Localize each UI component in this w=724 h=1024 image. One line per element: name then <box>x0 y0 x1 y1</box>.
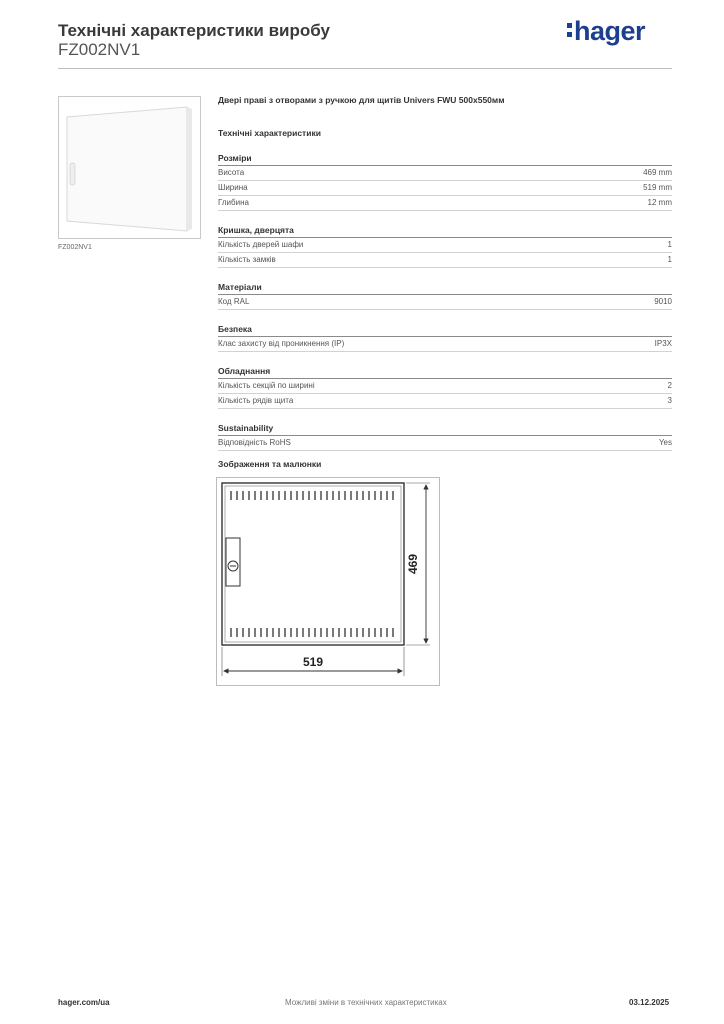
header-divider <box>58 68 672 69</box>
spec-value: 1 <box>667 255 672 264</box>
specs-heading: Технічні характеристики <box>218 128 321 138</box>
spec-row <box>218 253 672 268</box>
group-title: Sustainability <box>218 423 672 436</box>
group-title: Розміри <box>218 153 672 166</box>
spec-row <box>218 196 672 211</box>
spec-value: 519 mm <box>643 183 672 192</box>
spec-label: Кількість секцій по ширині <box>218 381 315 390</box>
spec-value: 469 mm <box>643 168 672 177</box>
group-title: Кришка, дверцята <box>218 225 672 238</box>
spec-value: 12 mm <box>647 198 672 207</box>
group-title: Матеріали <box>218 282 672 295</box>
spec-row <box>218 337 672 352</box>
spec-value: 3 <box>667 396 672 405</box>
spec-row <box>218 436 672 451</box>
spec-label: Код RAL <box>218 297 250 306</box>
spec-label: Висота <box>218 168 245 177</box>
spec-value: 2 <box>667 381 672 390</box>
spec-row <box>218 295 672 310</box>
hager-logo: hager <box>566 16 645 47</box>
product-code: FZ002NV1 <box>58 40 141 59</box>
group-title: Безпека <box>218 324 672 337</box>
spec-value: IP3X <box>654 339 672 348</box>
footer-website[interactable]: hager.com/ua <box>58 998 110 1007</box>
width-dimension-label: 519 <box>302 655 324 669</box>
product-thumbnail <box>58 96 201 239</box>
spec-label: Клас захисту від проникнення (IP) <box>218 339 345 348</box>
group-title: Обладнання <box>218 366 672 379</box>
spec-label: Кількість рядів щита <box>218 396 294 405</box>
height-dimension-label: 469 <box>406 553 420 575</box>
spec-row <box>218 166 672 181</box>
thumbnail-caption: FZ002NV1 <box>58 244 92 251</box>
spec-label: Відповідність RoHS <box>218 438 291 447</box>
footer-note: Можливі зміни в технічних характеристиках <box>285 998 447 1007</box>
spec-label: Ширина <box>218 183 248 192</box>
spec-row <box>218 394 672 409</box>
spec-value: 1 <box>667 240 672 249</box>
spec-label: Глибина <box>218 198 249 207</box>
page-title: Технічні характеристики виробу <box>58 21 330 40</box>
spec-row <box>218 238 672 253</box>
spec-label: Кількість замків <box>218 255 276 264</box>
spec-row <box>218 181 672 196</box>
images-heading: Зображення та малюнки <box>218 459 322 469</box>
spec-section <box>218 95 672 451</box>
technical-drawing <box>216 477 440 686</box>
spec-value: Yes <box>658 438 672 447</box>
footer-date: 03.12.2025 <box>629 998 670 1007</box>
spec-value: 9010 <box>654 297 672 306</box>
product-description: Двері праві з отворами з ручкою для щитів Univers FWU 500x550мм <box>218 95 505 105</box>
spec-label: Кількість дверей шафи <box>218 240 304 249</box>
logo-dots-icon <box>566 16 574 40</box>
spec-row <box>218 379 672 394</box>
